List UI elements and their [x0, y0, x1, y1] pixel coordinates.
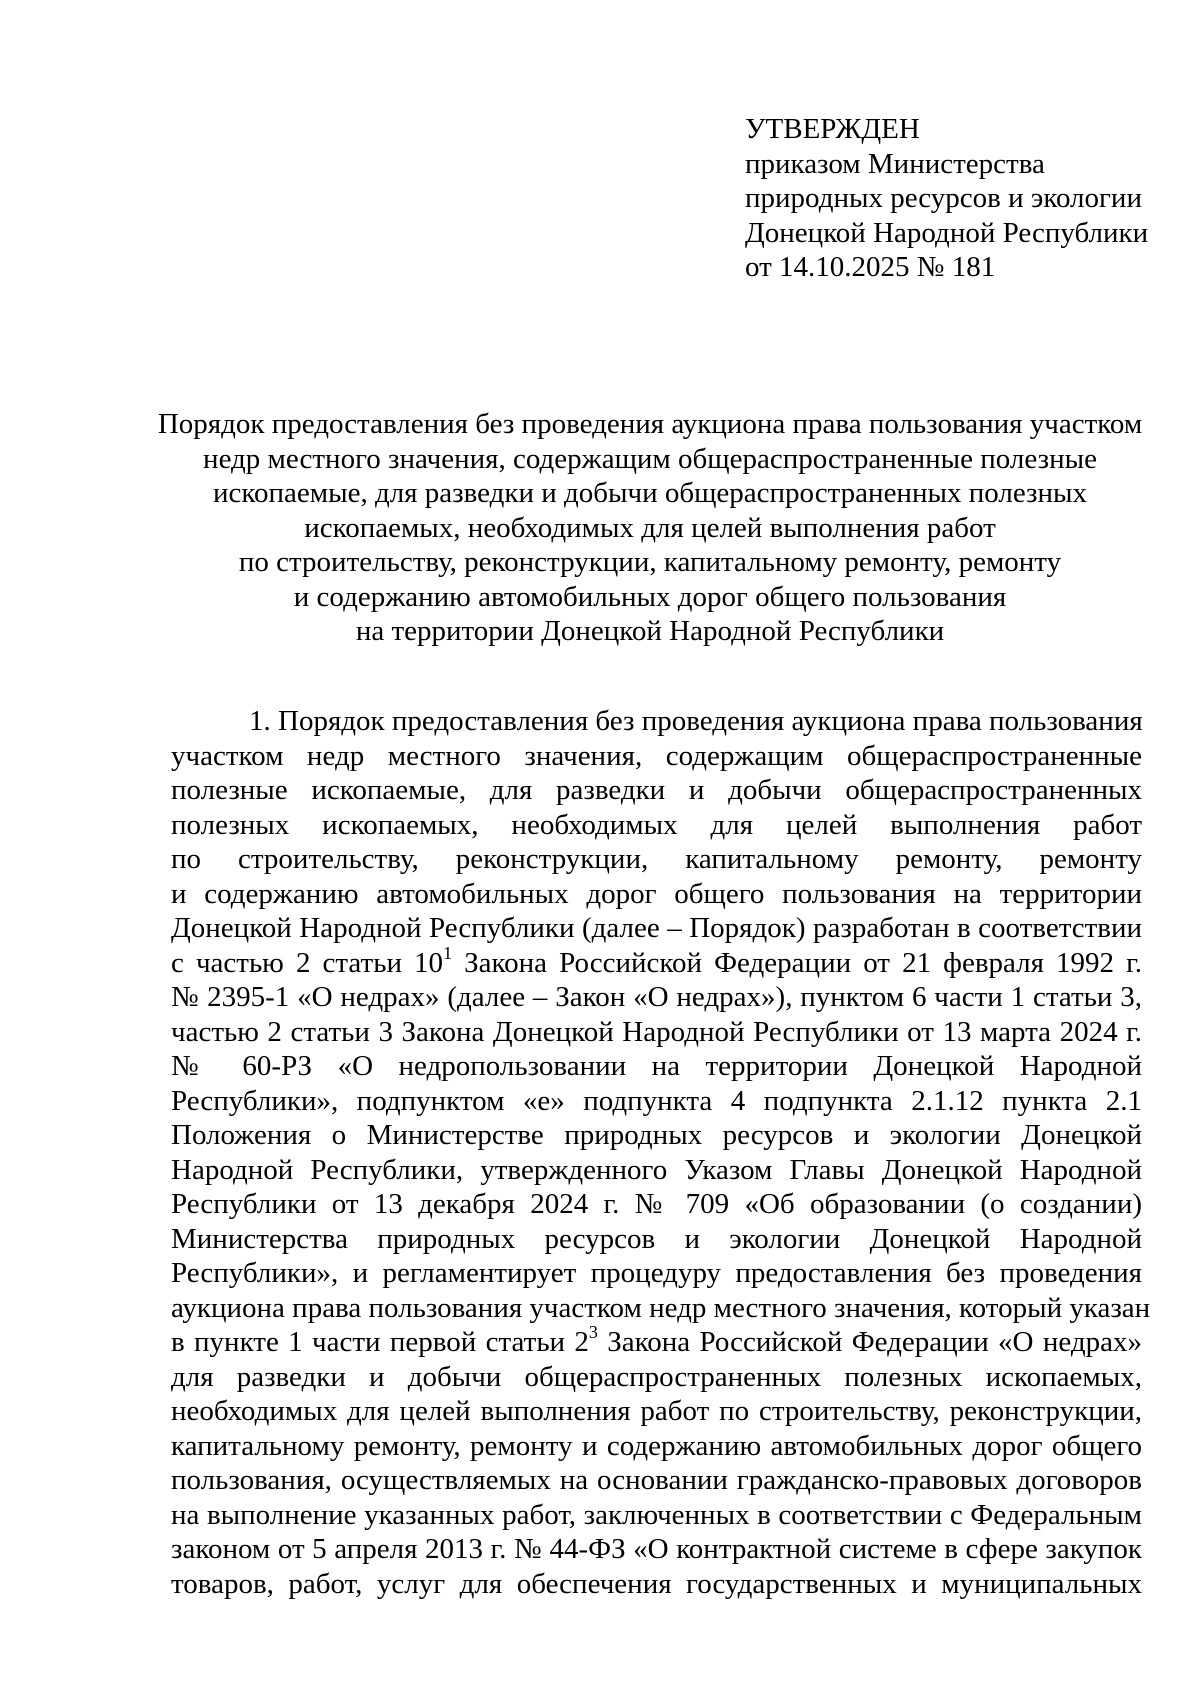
body-line-with-superscript	[171, 942, 1143, 981]
title-line: ископаемые, для разведки и добычи общераспространенных полезных	[212, 477, 1088, 509]
title-line: недр местного значения, содержащим общераспространенные полезные	[203, 442, 1097, 475]
body-line: участком недр местного значения, содержащим общераспространенные	[171, 739, 1142, 772]
body-line: аукциона права пользования участком недр местного значения, который указан	[171, 1291, 1151, 1324]
body-paragraph	[171, 704, 1151, 1601]
body-line: Республики», подпунктом «е» подпункта 4 подпункта 2.1.12 пункта 2.1	[171, 1084, 1142, 1117]
body-line: для разведки и добычи общераспространенных полезных ископаемых,	[171, 1360, 1142, 1393]
body-line: необходимых для целей выполнения работ по строительству, реконструкции,	[171, 1395, 1142, 1427]
body-line: Республики от 13 декабря 2024 г. № 709 «Об образовании (о создании)	[171, 1188, 1142, 1220]
approval-date-number: от 14.10.2025 № 181	[745, 251, 996, 283]
body-line: на выполнение указанных работ, заключенных в соответствии с Федеральным	[171, 1498, 1142, 1531]
body-line: пользования, осуществляемых на основании гражданско-правовых договоров	[171, 1464, 1142, 1496]
body-line: Народной Республики, утвержденного Указом Главы Донецкой Народной	[171, 1153, 1142, 1186]
body-text-fragment: с частью 2 статьи 10	[171, 946, 444, 979]
body-line: полезных ископаемых, необходимых для целей выполнения работ	[171, 808, 1142, 841]
body-line-with-superscript	[171, 1322, 1142, 1360]
title-line: ископаемых, необходимых для целей выполнения работ	[304, 511, 996, 544]
superscript: 3	[588, 1322, 598, 1343]
title-line: на территории Донецкой Народной Республики	[355, 615, 945, 647]
body-text-fragment: в пункте 1 части первой статьи 2	[171, 1326, 589, 1358]
superscript: 1	[443, 942, 453, 963]
body-text-fragment: Закона Российской Федерации «О недрах»	[597, 1326, 1142, 1358]
body-line: капитальному ремонту, ремонту и содержанию автомобильных дорог общего	[171, 1429, 1142, 1462]
body-line: и содержанию автомобильных дорог общего пользования на территории	[171, 877, 1142, 910]
approval-line: природных ресурсов и экологии	[745, 182, 1142, 214]
body-line: 1. Порядок предоставления без проведения аукциона права пользования	[249, 705, 1143, 737]
approval-stamp-block	[745, 112, 1148, 285]
body-line: Положения о Министерстве природных ресурсов и экологии Донецкой	[171, 1119, 1142, 1151]
title-line: Порядок предоставления без проведения аукциона права пользования участком	[157, 408, 1143, 440]
body-line: Республики», и регламентирует процедуру предоставления без проведения	[171, 1257, 1142, 1289]
body-line: Министерства природных ресурсов и экологии Донецкой Народной	[171, 1222, 1142, 1255]
title-line: и содержанию автомобильных дорог общего пользования	[293, 580, 1007, 613]
body-line: № 60-РЗ «О недропользовании на территории Донецкой Народной	[171, 1050, 1142, 1082]
body-text-fragment: Закона Российской Федерации от 21 февраля 1992 г.	[452, 946, 1143, 979]
approval-heading: УТВЕРЖДЕН	[745, 113, 920, 145]
approval-line: приказом Министерства	[745, 147, 1045, 180]
body-line: частью 2 статьи 3 Закона Донецкой Народной Республики от 13 марта 2024 г.	[171, 1015, 1142, 1048]
body-line: полезные ископаемые, для разведки и добычи общераспространенных	[171, 774, 1142, 806]
title-line: по строительству, реконструкции, капитальному ремонту, ремонту	[238, 546, 1062, 578]
body-line: по строительству, реконструкции, капитальному ремонту, ремонту	[171, 843, 1142, 875]
body-line: Донецкой Народной Республики (далее – Порядок) разработан в соответствии	[171, 912, 1142, 944]
body-line: законом от 5 апреля 2013 г. № 44-ФЗ «О контрактной системе в сфере закупок	[171, 1533, 1142, 1565]
body-line: товаров, работ, услуг для обеспечения государственных и муниципальных	[171, 1567, 1142, 1600]
body-line: № 2395-1 «О недрах» (далее – Закон «О недрах»), пунктом 6 части 1 статьи 3,	[171, 981, 1142, 1013]
approval-line: Донецкой Народной Республики	[745, 216, 1149, 249]
document-title	[150, 407, 1150, 649]
